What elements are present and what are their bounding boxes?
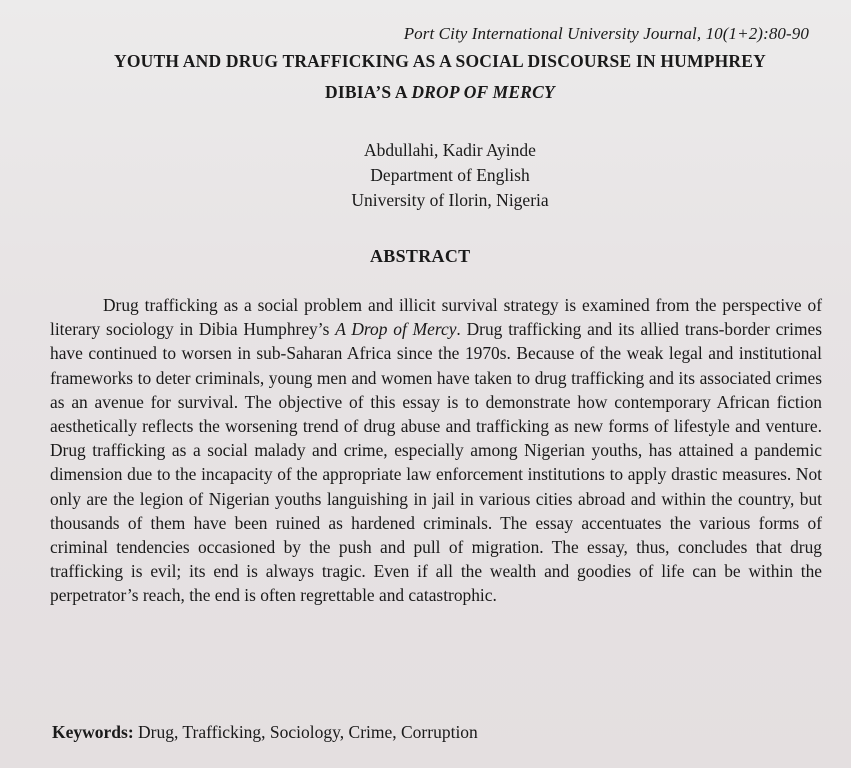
keywords-values: Drug, Trafficking, Sociology, Crime, Corruption (133, 722, 478, 742)
journal-citation: Port City International University Journal, 10(1+2):80-90 (403, 24, 809, 43)
keywords-label: Keywords: (52, 722, 134, 742)
author-institution: University of Ilorin, Nigeria (351, 190, 549, 210)
article-title-line-1: YOUTH AND DRUG TRAFFICKING AS A SOCIAL DISCOURSE IN HUMPHREY (114, 51, 766, 71)
author-name: Abdullahi, Kadir Ayinde (364, 140, 536, 160)
author-block (320, 138, 580, 213)
author-department: Department of English (370, 165, 530, 185)
article-title (40, 46, 840, 108)
abstract-text-part-1: Drug trafficking as a social problem and illicit survival strategy is examined from the perspective of literary sociology in Dibia Humphrey’s (50, 295, 822, 340)
abstract-heading: ABSTRACT (370, 246, 471, 266)
article-title-line-2-prefix: DIBIA’S A (325, 82, 412, 102)
abstract-text-part-2: . Drug trafficking and its allied trans-border crimes have continued to worsen in sub-Saharan Africa since the 1970s. Because of the weak legal and institutional frameworks to deter criminals, young men and women have taken to drug trafficking and its associated crimes as an avenue for survival. The objective of this essay is to demonstrate how contemporary African fiction aesthetically reflects the worsening trend of drug abuse and trafficking as new forms of lifestyle and venture. Drug trafficking as a social malady and crime, especially among Nigerian youths, has attained a pandemic dimension due to the incapacity of the appropriate law enforcement institutions to apply drastic measures. Not only are the legion of Nigerian youths languishing in jail in various cities abroad and within the country, but thousands of them have been ruined as hardened criminals. The essay accentuates the various forms of criminal tendencies occasioned by the push and pull of migration. The essay, thus, concludes that drug trafficking is evil; its end is always tragic. Even if all the wealth and goodies of life can be within the perpetrator’s reach, the end is often regrettable and catastrophic. (50, 319, 823, 606)
article-title-book-name: DROP OF MERCY (411, 82, 555, 102)
keywords-line (52, 722, 478, 743)
article-title-line-2 (40, 77, 840, 108)
abstract-book-title: A Drop of Mercy (335, 319, 457, 340)
abstract-body (50, 293, 822, 608)
